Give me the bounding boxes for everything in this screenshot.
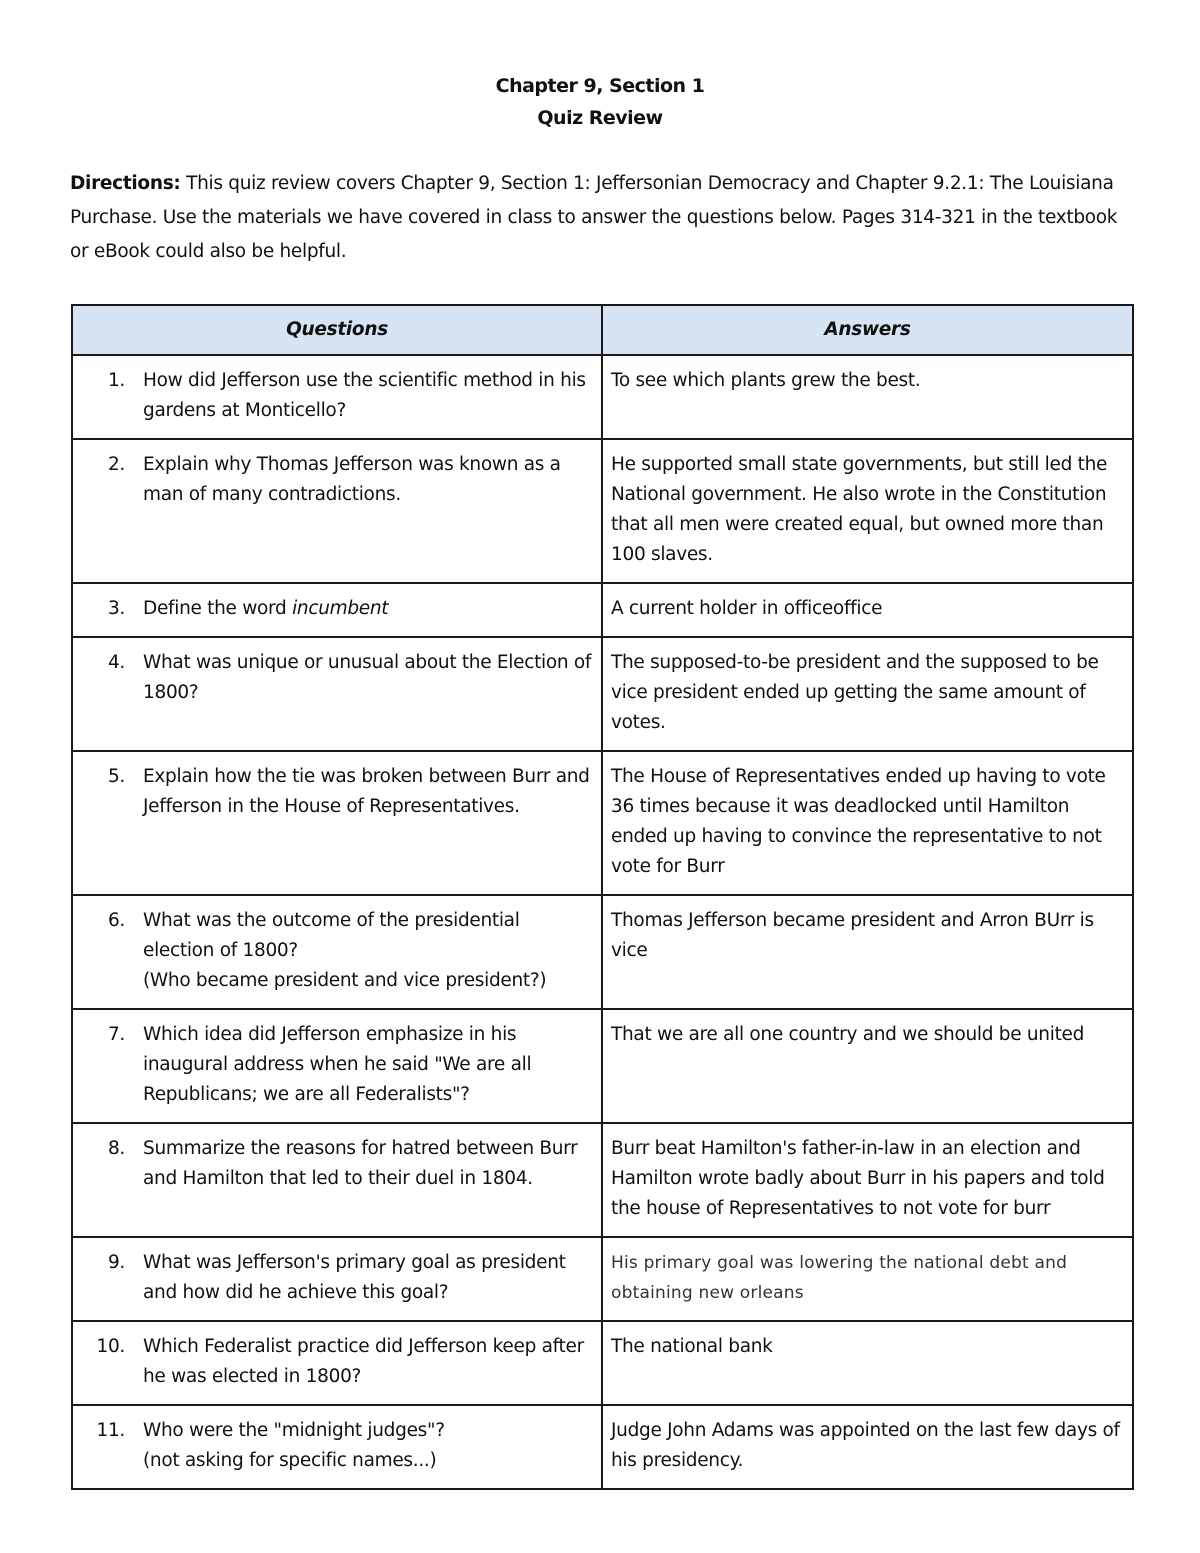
question-cell — [72, 355, 602, 439]
question-cell — [72, 439, 602, 583]
question-number: 1. — [107, 370, 125, 391]
table-row — [72, 1321, 1133, 1405]
table-row — [72, 1237, 1133, 1321]
question-number: 8. — [107, 1138, 125, 1159]
answers-header: Answers — [602, 305, 1133, 355]
table-row — [72, 355, 1133, 439]
question-number: 2. — [107, 454, 125, 475]
answer-cell[interactable]: Burr beat Hamilton's father-in-law in an election and Hamilton wrote badly about Burr in his papers and told the house of Representatives to not vote for burr — [602, 1123, 1133, 1237]
chapter-heading: Chapter 9, Section 1 — [495, 75, 705, 97]
table-header-row — [72, 305, 1133, 355]
question-cell — [72, 1009, 602, 1123]
table-row — [72, 1009, 1133, 1123]
answer-cell[interactable]: To see which plants grew the best. — [602, 355, 1133, 439]
question-text — [143, 906, 593, 996]
question-number: 7. — [107, 1024, 125, 1045]
question-text: Which Federalist practice did Jefferson keep after he was elected in 1800? — [143, 1336, 584, 1387]
question-text: What was unique or unusual about the Election of 1800? — [143, 652, 592, 703]
table-row — [72, 439, 1133, 583]
question-text: Which idea did Jefferson emphasize in his inaugural address when he said "We are all Republicans; we are all Federalists"? — [143, 1024, 532, 1105]
question-cell — [72, 583, 602, 637]
table-row — [72, 1405, 1133, 1489]
table-row — [72, 637, 1133, 751]
question-text-emphasis: incumbent — [292, 598, 389, 619]
directions-text: This quiz review covers Chapter 9, Section 1: Jeffersonian Democracy and Chapter 9.2.1: The Louisiana Purchase. Use the materials we have covered in class to answer the questions below. Pages 314-321 in the textbook or eBook could also be helpful. — [70, 173, 1118, 262]
question-number: 5. — [107, 766, 125, 787]
question-cell — [72, 637, 602, 751]
questions-header: Questions — [72, 305, 602, 355]
question-cell — [72, 1123, 602, 1237]
question-cell — [72, 895, 602, 1009]
document-title — [0, 70, 1200, 134]
question-number: 9. — [107, 1252, 125, 1273]
question-number: 3. — [107, 598, 125, 619]
table-row — [72, 1123, 1133, 1237]
question-text-main: Define the word — [143, 598, 293, 619]
answer-cell[interactable]: A current holder in officeoffice — [602, 583, 1133, 637]
directions-paragraph — [70, 167, 1135, 269]
table-row — [72, 751, 1133, 895]
question-text-main: Who were the "midnight judges"? — [143, 1420, 445, 1441]
question-number: 10. — [96, 1336, 125, 1357]
answer-cell[interactable] — [602, 1237, 1133, 1321]
question-text — [143, 594, 593, 624]
directions-label: Directions: — [70, 173, 181, 194]
question-subtext: (Who became president and vice president?) — [143, 970, 547, 991]
answer-cell[interactable]: The national bank — [602, 1321, 1133, 1405]
answer-cell[interactable]: He supported small state governments, but still led the National government. He also wrote in the Constitution that all men were created equal, but owned more than 100 slaves. — [602, 439, 1133, 583]
question-cell — [72, 1237, 602, 1321]
quiz-review-heading: Quiz Review — [537, 107, 663, 129]
answer-cell[interactable]: Judge John Adams was appointed on the last few days of his presidency. — [602, 1405, 1133, 1489]
question-subtext: (not asking for specific names...) — [143, 1450, 437, 1471]
question-text: What was Jefferson's primary goal as president and how did he achieve this goal? — [143, 1252, 566, 1303]
question-text: Explain why Thomas Jefferson was known as a man of many contradictions. — [143, 454, 561, 505]
answer-cell[interactable]: The House of Representatives ended up having to vote 36 times because it was deadlocked until Hamilton ended up having to convince the representative to not vote for Burr — [602, 751, 1133, 895]
quiz-table — [71, 304, 1134, 1490]
answer-cell[interactable]: That we are all one country and we should be united — [602, 1009, 1133, 1123]
question-number: 6. — [107, 910, 125, 931]
question-number: 4. — [107, 652, 125, 673]
question-text-main: What was the outcome of the presidential election of 1800? — [143, 910, 520, 961]
question-text: Explain how the tie was broken between Burr and Jefferson in the House of Representatives. — [143, 766, 590, 817]
answer-text: His primary goal was lowering the national debt and obtaining new orleans — [611, 1253, 1068, 1303]
question-text: Summarize the reasons for hatred between Burr and Hamilton that led to their duel in 1804. — [143, 1138, 578, 1189]
question-cell — [72, 1405, 602, 1489]
question-number: 11. — [96, 1420, 125, 1441]
question-text — [143, 1416, 593, 1476]
question-text: How did Jefferson use the scientific method in his gardens at Monticello? — [143, 370, 586, 421]
question-cell — [72, 751, 602, 895]
table-row — [72, 583, 1133, 637]
answer-cell[interactable]: Thomas Jefferson became president and Arron BUrr is vice — [602, 895, 1133, 1009]
question-cell — [72, 1321, 602, 1405]
table-row — [72, 895, 1133, 1009]
answer-cell[interactable]: The supposed-to-be president and the supposed to be vice president ended up getting the same amount of votes. — [602, 637, 1133, 751]
